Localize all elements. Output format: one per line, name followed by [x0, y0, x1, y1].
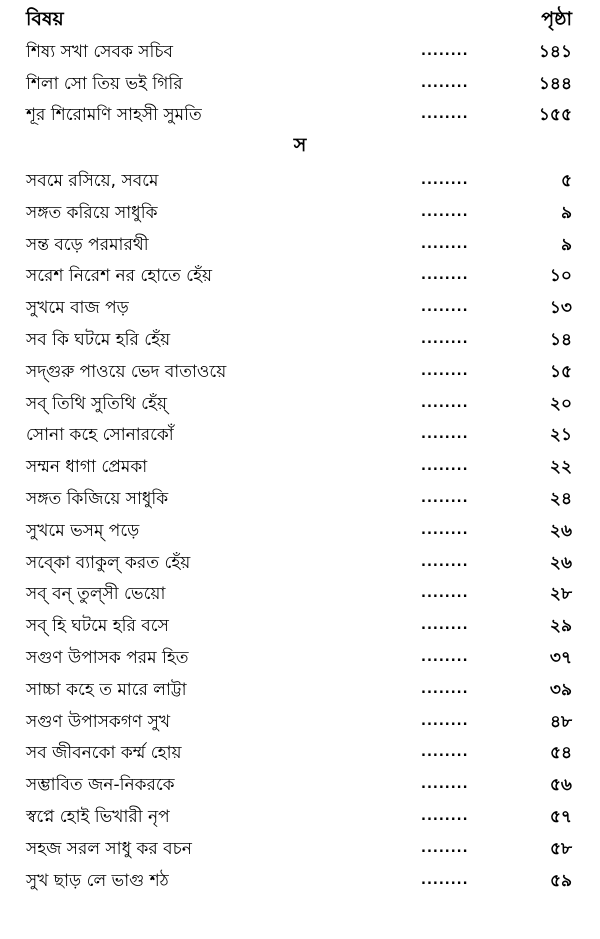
entry-page-number: ২৬ — [549, 552, 572, 573]
entry-page-number: ৫৬ — [549, 775, 572, 796]
entry-title: সঙ্গত কিজিয়ে সাধুকি — [26, 489, 169, 509]
toc-entry — [26, 484, 574, 514]
entry-page-number: ২০ — [549, 393, 572, 414]
toc-header — [26, 5, 574, 35]
entry-page-number: ৫৮ — [549, 838, 572, 859]
entry-page-number: ৪৮ — [549, 711, 572, 732]
entry-title: সুখমে ভসম্ পড়ে — [26, 520, 140, 541]
entry-title: শূর শিরোমণি সাহসী সুমতি — [26, 105, 202, 125]
entry-dot-leader: ........ — [421, 713, 469, 729]
entry-title: স্বপ্নে হোই ভিখারী নৃপ — [26, 807, 170, 827]
entry-dot-leader: ........ — [421, 809, 469, 824]
entry-title: সম্মন ধাগা প্রেমকা — [26, 457, 148, 478]
entry-dot-leader: ........ — [421, 427, 469, 443]
entry-dot-leader: ........ — [421, 268, 469, 284]
toc-entry — [26, 198, 574, 228]
entry-title: সদ্গুরু পাওয়ে ভেদ বাতাওয়ে — [26, 361, 227, 382]
toc-entry — [26, 37, 574, 67]
entry-dot-leader: ........ — [421, 491, 469, 506]
entry-title: সব্ তিথি সুতিথি হেঁয়্ — [26, 393, 167, 414]
entry-dot-leader: ........ — [421, 586, 469, 602]
toc-entry — [26, 675, 574, 705]
entry-title: সন্ত বড়ে পরমারথী — [26, 234, 149, 255]
toc-entry — [26, 707, 574, 737]
toc-entry — [26, 770, 574, 800]
entry-dot-leader: ........ — [421, 236, 469, 252]
toc-entry — [26, 230, 574, 260]
toc-entry — [26, 325, 574, 355]
toc-entry — [26, 261, 574, 291]
entry-page-number: ২৪ — [549, 489, 572, 509]
entry-page-number: ১০ — [549, 266, 572, 287]
entry-page-number: ১৪ — [549, 330, 572, 350]
entry-dot-leader: ........ — [421, 554, 469, 570]
entry-dot-leader: ........ — [421, 522, 469, 538]
entry-dot-leader: ........ — [421, 395, 469, 411]
toc-entry — [26, 69, 574, 99]
entry-title: শিলা সো তিয় ভই গিরি — [26, 73, 183, 94]
toc-entry — [26, 611, 574, 641]
entry-page-number: ১৩ — [549, 298, 572, 319]
toc-entry — [26, 548, 574, 578]
subject-heading: বিষয় — [26, 8, 64, 30]
entry-page-number: ২২ — [549, 457, 572, 478]
entry-page-number: ৯ — [560, 234, 572, 255]
entry-title: সব্কো ব্যাকুল্ করত হেঁয় — [26, 552, 191, 573]
toc-entry — [26, 389, 574, 419]
entry-title: সহজ সরল সাধু কর বচন — [26, 838, 192, 859]
toc-entry — [26, 100, 574, 130]
toc-entry — [26, 420, 574, 450]
entry-title: সুখমে বাজ পড় — [26, 298, 129, 319]
entry-dot-leader: ........ — [421, 44, 469, 59]
entry-title: সোনা কহে সোনারকোঁ — [26, 425, 174, 446]
entry-dot-leader: ........ — [421, 650, 469, 665]
entry-title: সম্ভাবিত জন-নিকরকে — [26, 775, 175, 796]
entry-dot-leader: ........ — [421, 363, 469, 379]
entry-dot-leader: ........ — [421, 618, 469, 634]
entry-page-number: ২৮ — [549, 584, 572, 605]
entry-dot-leader: ........ — [421, 459, 469, 475]
section-letter: স — [293, 134, 307, 156]
entry-page-number: ১৪১ — [538, 42, 572, 62]
entry-dot-leader: ........ — [421, 777, 469, 793]
toc-entry — [26, 579, 574, 609]
entry-page-number: ১৫৫ — [538, 105, 572, 125]
entry-dot-leader: ........ — [421, 840, 469, 856]
entry-title: সুখ ছাড় লে ভাগু শঠ — [26, 870, 169, 891]
toc-entry — [26, 452, 574, 482]
entry-title: শিষ্য সখা সেবক সচিব — [26, 42, 173, 62]
entry-page-number: ১৪৪ — [538, 73, 572, 94]
toc-entry — [26, 738, 574, 768]
entry-title: সব জীবনকো কর্ম্ম হোয় — [26, 743, 182, 764]
entry-title: সবমে রসিয়ে, সবমে — [26, 171, 159, 191]
entry-dot-leader: ........ — [421, 204, 469, 220]
entry-dot-leader: ........ — [421, 300, 469, 316]
entry-page-number: ৫৭ — [549, 807, 572, 827]
entry-page-number: ২৯ — [549, 616, 572, 637]
entry-page-number: ২১ — [549, 425, 572, 446]
toc-entry — [26, 643, 574, 673]
entry-title: সাচ্চা কহে ত মারে লাট্টা — [26, 679, 187, 700]
entry-dot-leader: ........ — [421, 107, 469, 122]
toc-entry — [26, 357, 574, 387]
toc-entry — [26, 866, 574, 896]
entry-page-number: ১৫ — [549, 361, 572, 382]
entry-dot-leader: ........ — [421, 681, 469, 697]
page-heading: পৃষ্ঠা — [541, 8, 572, 30]
entry-title: সব্ হি ঘটমে হরি বসে — [26, 616, 169, 637]
entry-page-number: ৩৯ — [549, 679, 572, 700]
entry-page-number: ৩৭ — [549, 648, 572, 668]
toc-entry — [26, 166, 574, 196]
toc-entry — [26, 516, 574, 546]
entry-title: সঙ্গত করিয়ে সাধুকি — [26, 202, 158, 223]
entry-dot-leader: ........ — [421, 173, 469, 188]
entry-title: সগুণ উপাসকগণ সুখ — [26, 711, 171, 732]
entry-page-number: ৫৪ — [549, 743, 572, 764]
entry-page-number: ৫ — [560, 171, 572, 191]
entry-page-number: ৫৯ — [549, 870, 572, 891]
toc-entry — [26, 802, 574, 832]
entry-title: সরেশ নিরেশ নর হোতে হেঁয় — [26, 266, 213, 287]
entry-dot-leader: ........ — [421, 872, 469, 888]
entry-page-number: ২৬ — [549, 520, 572, 541]
entry-page-number: ৯ — [560, 202, 572, 223]
entry-dot-leader: ........ — [421, 75, 469, 91]
entry-title: সব কি ঘটমে হরি হেঁয় — [26, 330, 171, 350]
toc-entry — [26, 834, 574, 864]
entry-dot-leader: ........ — [421, 332, 469, 347]
entry-title: সব্ বন্ তুল্সী ভেয়ো — [26, 584, 166, 605]
entry-dot-leader: ........ — [421, 745, 469, 761]
entry-title: সগুণ উপাসক পরম হিত — [26, 648, 189, 668]
toc-entry — [26, 293, 574, 323]
